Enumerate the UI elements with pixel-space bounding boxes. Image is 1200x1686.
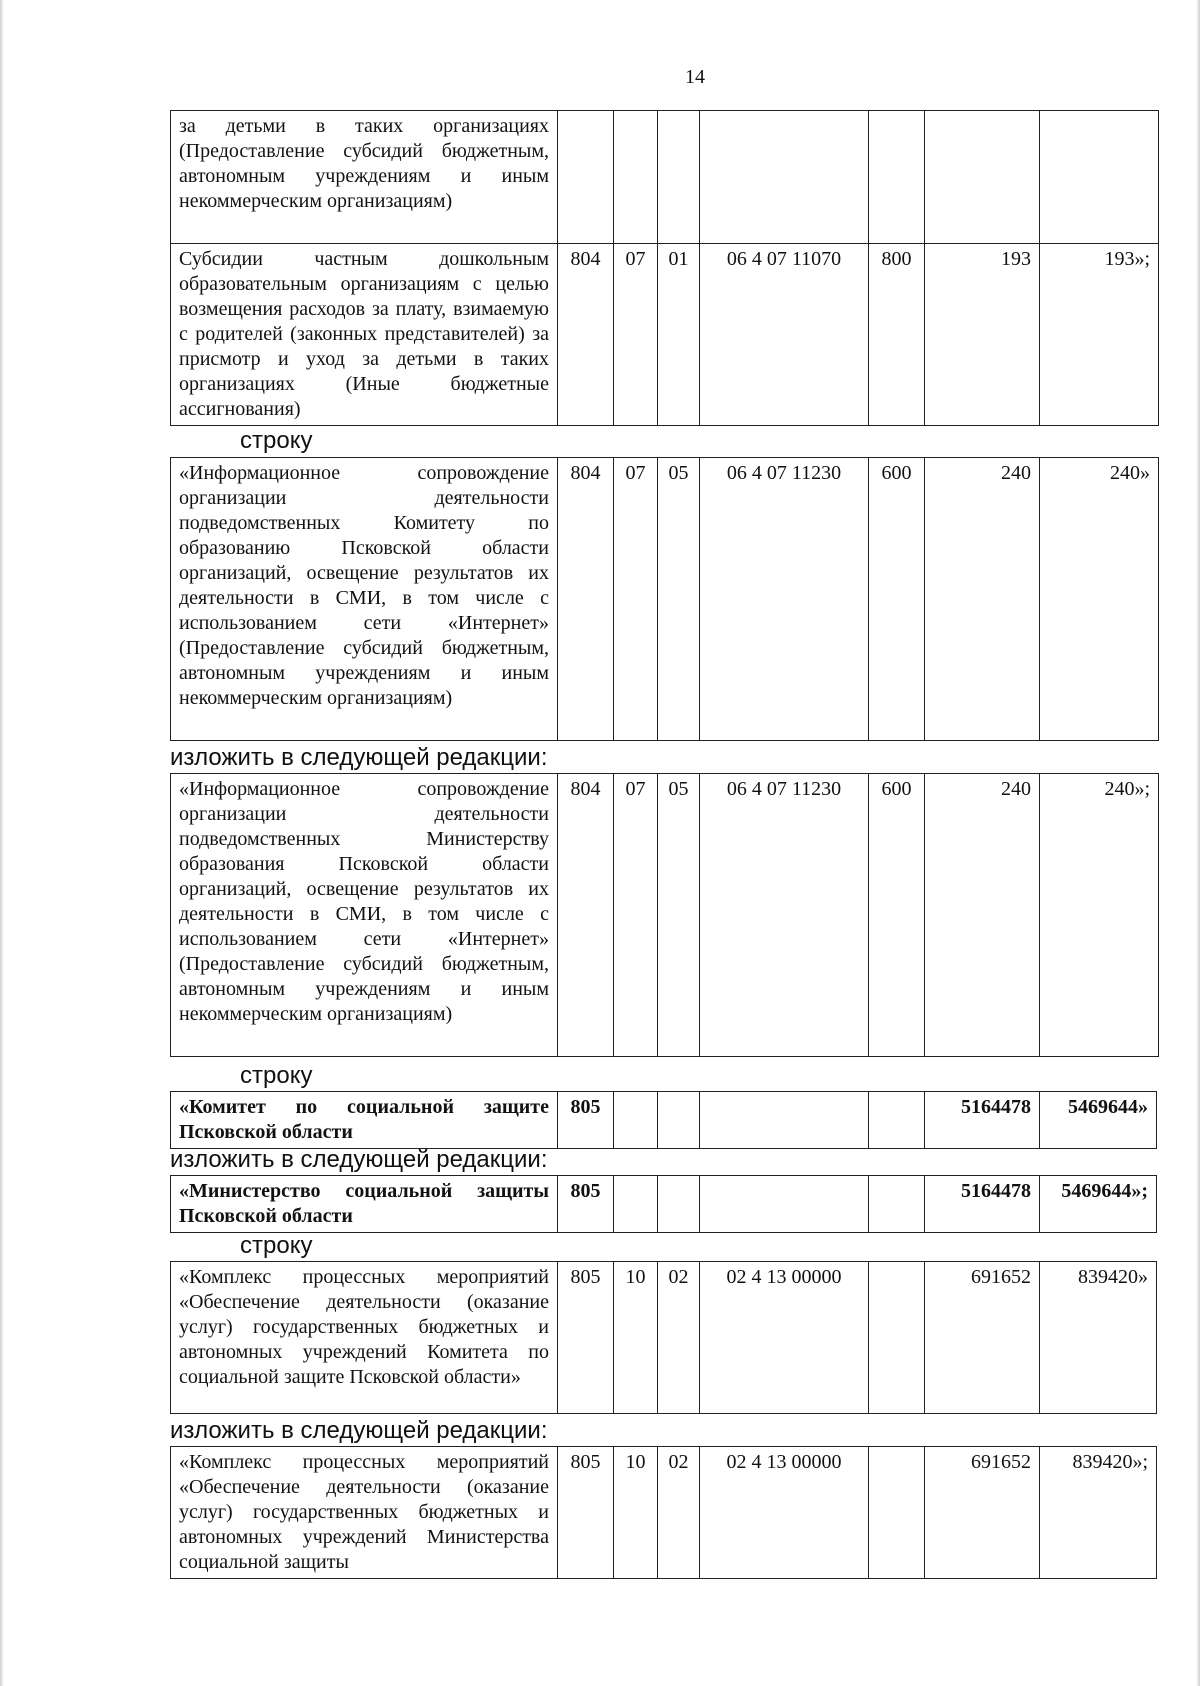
cell-target-article: 02 4 13 00000 [700, 1447, 869, 1579]
cell-expense-type [869, 1092, 925, 1149]
cell-amount-2: 5469644» [1040, 1092, 1157, 1149]
row-description: «Комплекс процессных мероприятий «Обеспечение деятельности (оказание услуг) государственных бюджетных и автономных учреждений Комитета по социальной защите Псковской области» [171, 1262, 558, 1414]
cell-target-article: 06 4 07 11070 [700, 244, 869, 426]
cell-amount-2: 839420» [1040, 1262, 1157, 1414]
cell-expense-type: 600 [869, 774, 925, 1057]
cell-target-article: 06 4 07 11230 [700, 458, 869, 741]
instruction-line: строку [240, 1232, 313, 1259]
cell-expense-type [869, 1176, 925, 1233]
cell-ministry-code: 805 [558, 1176, 614, 1233]
cell-ministry-code: 804 [558, 244, 614, 426]
cell-section [614, 1176, 658, 1233]
cell-amount-2: 240» [1040, 458, 1159, 741]
cell-ministry-code: 805 [558, 1447, 614, 1579]
table-row [171, 111, 1159, 244]
cell-section: 10 [614, 1262, 658, 1414]
cell-expense-type [869, 111, 925, 244]
instruction-line: изложить в следующей редакции: [170, 744, 548, 771]
table-row [171, 1447, 1157, 1579]
instruction-line: изложить в следующей редакции: [170, 1146, 548, 1173]
cell-amount-1: 691652 [925, 1447, 1040, 1579]
cell-ministry-code: 804 [558, 458, 614, 741]
cell-amount-1: 240 [925, 774, 1040, 1057]
cell-subsection [658, 1092, 700, 1149]
cell-subsection: 01 [658, 244, 700, 426]
cell-target-article: 02 4 13 00000 [700, 1262, 869, 1414]
row-description: «Информационное сопровождение организации деятельности подведомственных Министерству образования Псковской области организаций, освещение результатов их деятельности в СМИ, в том числе с использованием сети «Интернет» (Предоставление субсидий бюджетным, автономным учреждениям и иным некоммерческим организациям) [171, 774, 558, 1057]
cell-amount-1: 193 [925, 244, 1040, 426]
table-row [171, 774, 1159, 1057]
cell-expense-type: 800 [869, 244, 925, 426]
scan-edge-right [1196, 0, 1200, 1686]
cell-subsection: 05 [658, 774, 700, 1057]
cell-ministry-code: 805 [558, 1092, 614, 1149]
instruction-line: изложить в следующей редакции: [170, 1417, 548, 1444]
cell-amount-2: 839420»; [1040, 1447, 1157, 1579]
cell-section: 07 [614, 244, 658, 426]
cell-expense-type [869, 1447, 925, 1579]
table-row [171, 1092, 1157, 1149]
cell-ministry-code: 805 [558, 1262, 614, 1414]
cell-subsection [658, 111, 700, 244]
row-description: «Комплекс процессных мероприятий «Обеспечение деятельности (оказание услуг) государственных бюджетных и автономных учреждений Министерства социальной защиты [171, 1447, 558, 1579]
cell-amount-1: 5164478 [925, 1176, 1040, 1233]
scan-edge-left [0, 0, 4, 1686]
budget-table-5 [170, 1175, 1157, 1233]
cell-target-article: 06 4 07 11230 [700, 774, 869, 1057]
cell-subsection: 05 [658, 458, 700, 741]
cell-amount-1: 691652 [925, 1262, 1040, 1414]
row-description: за детьми в таких организациях (Предоставление субсидий бюджетным, автономным учреждениям и иным некоммерческим организациям) [171, 111, 558, 244]
cell-amount-1: 240 [925, 458, 1040, 741]
cell-subsection: 02 [658, 1262, 700, 1414]
cell-amount-2 [1040, 111, 1159, 244]
cell-subsection [658, 1176, 700, 1233]
cell-ministry-code [558, 111, 614, 244]
table-row [171, 1176, 1157, 1233]
budget-table-3 [170, 773, 1159, 1057]
cell-amount-2: 240»; [1040, 774, 1159, 1057]
budget-table-6 [170, 1261, 1157, 1414]
cell-section: 07 [614, 774, 658, 1057]
cell-amount-2: 5469644»; [1040, 1176, 1157, 1233]
budget-table-2 [170, 457, 1159, 741]
cell-amount-1 [925, 111, 1040, 244]
row-description: «Комитет по социальной защите Псковской области [171, 1092, 558, 1149]
cell-amount-1: 5164478 [925, 1092, 1040, 1149]
cell-section [614, 1092, 658, 1149]
cell-section [614, 111, 658, 244]
row-description: «Информационное сопровождение организации деятельности подведомственных Комитету по образованию Псковской области организаций, освещение результатов их деятельности в СМИ, в том числе с использованием сети «Интернет» (Предоставление субсидий бюджетным, автономным учреждениям и иным некоммерческим организациям) [171, 458, 558, 741]
cell-amount-2: 193»; [1040, 244, 1159, 426]
instruction-line: строку [240, 1062, 313, 1089]
cell-section: 07 [614, 458, 658, 741]
cell-subsection: 02 [658, 1447, 700, 1579]
cell-expense-type [869, 1262, 925, 1414]
cell-target-article [700, 1092, 869, 1149]
cell-expense-type: 600 [869, 458, 925, 741]
cell-target-article [700, 111, 869, 244]
row-description: Субсидии частным дошкольным образовательным организациям с целью возмещения расходов за плату, взимаемую с родителей (законных представителей) за присмотр и уход за детьми в таких организациях (Иные бюджетные ассигнования) [171, 244, 558, 426]
budget-table-1 [170, 110, 1159, 426]
table-row [171, 244, 1159, 426]
page-number: 14 [685, 66, 705, 88]
budget-table-7 [170, 1446, 1157, 1579]
budget-table-4 [170, 1091, 1157, 1149]
instruction-line: строку [240, 427, 313, 454]
table-row [171, 458, 1159, 741]
cell-ministry-code: 804 [558, 774, 614, 1057]
table-row [171, 1262, 1157, 1414]
cell-target-article [700, 1176, 869, 1233]
row-description: «Министерство социальной защиты Псковской области [171, 1176, 558, 1233]
cell-section: 10 [614, 1447, 658, 1579]
